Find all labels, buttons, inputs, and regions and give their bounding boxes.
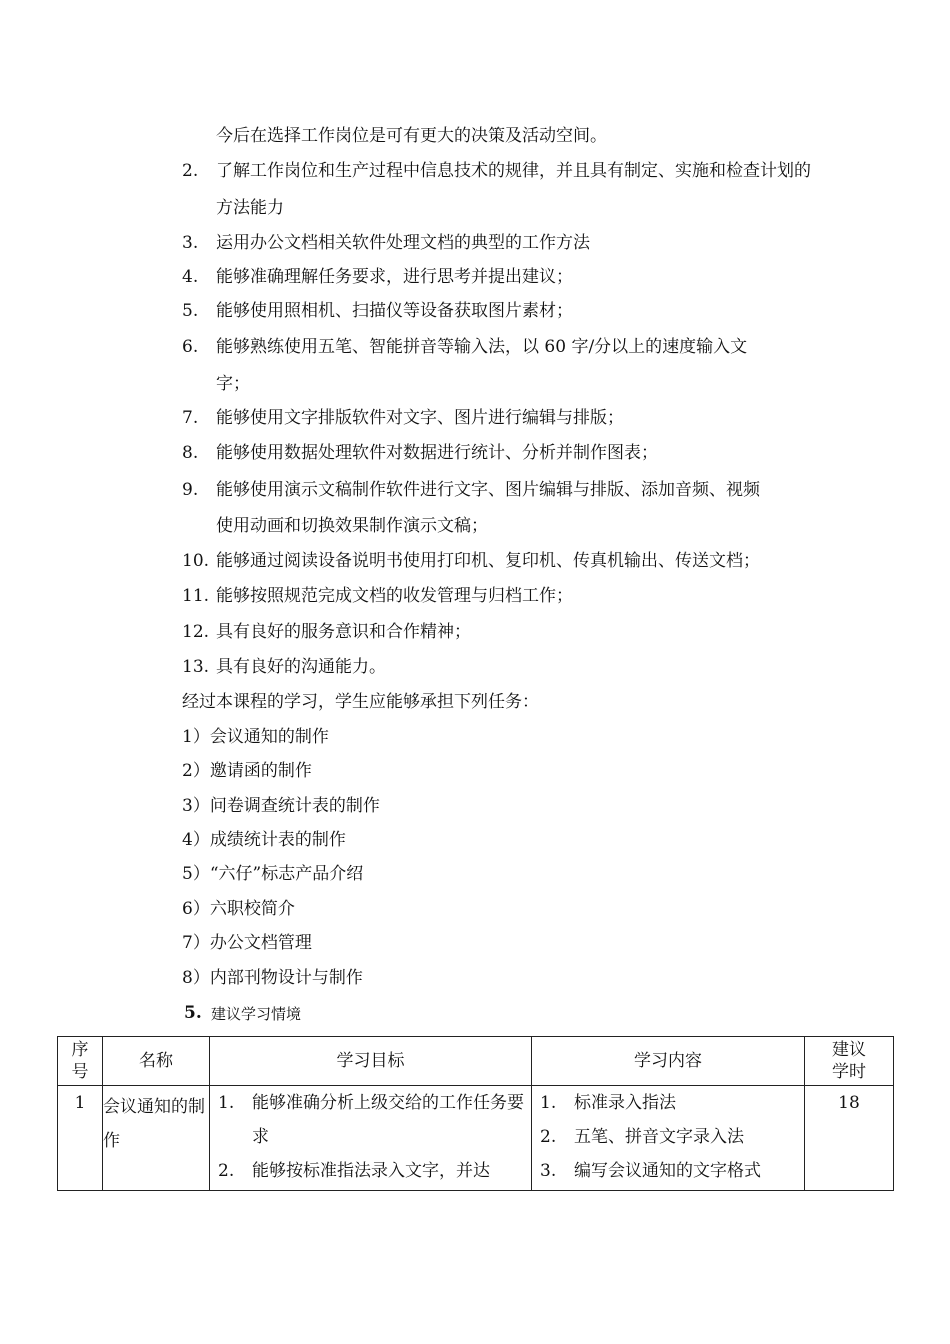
list-item-text: 运用办公文档相关软件处理文档的典型的工作方法 xyxy=(216,233,590,253)
content-item xyxy=(540,1154,798,1188)
cell-hours: 18 xyxy=(805,1086,894,1191)
list-item-text: 能够使用照相机、扫描仪等设备获取图片素材； xyxy=(216,301,573,321)
content-number: 1. xyxy=(540,1093,557,1113)
list-number: 3. xyxy=(182,233,199,253)
list-item-text: 具有良好的沟通能力。 xyxy=(216,657,386,677)
goal-number: 2. xyxy=(218,1161,235,1181)
list-item xyxy=(182,159,198,183)
goal-text: 能够准确分析上级交给的工作任务要求 xyxy=(252,1093,524,1147)
list-item-text: 能够熟练使用五笔、智能拼音等输入法，以 60 字/分以上的速度输入文 xyxy=(216,337,748,357)
list-number: 4. xyxy=(182,267,199,287)
goal-item xyxy=(218,1086,525,1154)
list-number: 13. xyxy=(182,657,210,677)
content-item xyxy=(540,1086,798,1120)
list-item-text: 能够按照规范完成文档的收发管理与归档工作； xyxy=(216,586,573,606)
list-item-text: 能够通过阅读设备说明书使用打印机、复印机、传真机输出、传送文档； xyxy=(216,551,760,571)
list-item-text: 具有良好的服务意识和合作精神； xyxy=(216,622,471,642)
list-number: 9. xyxy=(182,480,199,500)
list-number: 6. xyxy=(182,337,199,357)
section-title: 建议学习情境 xyxy=(211,1005,302,1023)
list-number: 5. xyxy=(182,301,199,321)
list-item-text: 方法能力 xyxy=(216,198,284,218)
task-item: 3）问卷调查统计表的制作 xyxy=(182,796,380,816)
list-item-text: 能够使用文字排版软件对文字、图片进行编辑与排版； xyxy=(216,408,624,428)
header-hours: 建议学时 xyxy=(805,1037,894,1086)
content-text: 编写会议通知的文字格式 xyxy=(574,1161,761,1181)
task-item: 5）“六仔”标志产品介绍 xyxy=(182,864,364,884)
section-number: 5. xyxy=(184,1003,202,1023)
header-seq: 序号 xyxy=(58,1037,103,1086)
goal-text: 能够按标准指法录入文字，并达 xyxy=(252,1161,490,1181)
list-number: 8. xyxy=(182,443,199,463)
task-item: 4）成绩统计表的制作 xyxy=(182,830,346,850)
task-item: 8）内部刊物设计与制作 xyxy=(182,968,363,988)
header-content: 学习内容 xyxy=(532,1037,805,1086)
content-text: 五笔、拼音文字录入法 xyxy=(574,1127,744,1147)
learning-situation-table xyxy=(57,1036,894,1191)
content-text: 标准录入指法 xyxy=(574,1093,676,1113)
task-item: 6）六职校简介 xyxy=(182,899,295,919)
cell-name-text: 会议通知的制作 xyxy=(103,1097,205,1151)
list-number: 12. xyxy=(182,622,210,642)
goal-item xyxy=(218,1154,525,1188)
cell-name xyxy=(103,1086,210,1191)
list-item-text: 能够准确理解任务要求，进行思考并提出建议； xyxy=(216,267,573,287)
list-number: 11. xyxy=(182,586,210,606)
list-item-text: 使用动画和切换效果制作演示文稿； xyxy=(216,516,488,536)
cell-seq: 1 xyxy=(58,1086,103,1191)
cell-goals xyxy=(210,1086,532,1191)
content-number: 2. xyxy=(540,1127,557,1147)
task-item: 2）邀请函的制作 xyxy=(182,761,312,781)
list-number: 7. xyxy=(182,408,199,428)
list-number: 10. xyxy=(182,551,210,571)
intro-continuation: 今后在选择工作岗位是可有更大的决策及活动空间。 xyxy=(216,126,607,146)
list-item-text: 能够使用数据处理软件对数据进行统计、分析并制作图表； xyxy=(216,443,658,463)
list-item-text: 能够使用演示文稿制作软件进行文字、图片编辑与排版、添加音频、视频 xyxy=(216,480,760,500)
header-goal: 学习目标 xyxy=(210,1037,532,1086)
list-item-text: 了解工作岗位和生产过程中信息技术的规律，并且具有制定、实施和检查计划的 xyxy=(216,161,811,181)
list-number: 2. xyxy=(182,161,199,181)
header-name: 名称 xyxy=(103,1037,210,1086)
task-item: 1）会议通知的制作 xyxy=(182,727,329,747)
table-header-row xyxy=(58,1037,894,1086)
table-row xyxy=(58,1086,894,1191)
list-item-text: 字； xyxy=(216,374,250,394)
content-item xyxy=(540,1120,798,1154)
cell-contents xyxy=(532,1086,805,1191)
content-number: 3. xyxy=(540,1161,557,1181)
goal-number: 1. xyxy=(218,1093,235,1113)
tasks-intro: 经过本课程的学习，学生应能够承担下列任务： xyxy=(182,692,539,712)
task-item: 7）办公文档管理 xyxy=(182,933,312,953)
